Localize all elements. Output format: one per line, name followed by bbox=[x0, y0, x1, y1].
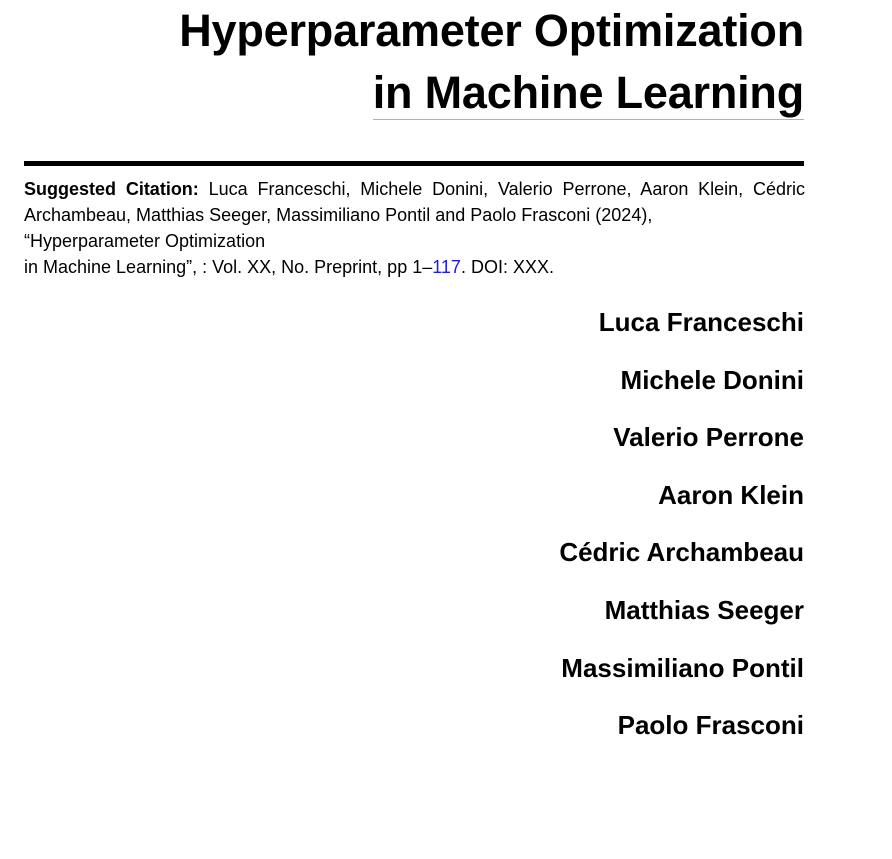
citation-label: Suggested Citation: bbox=[24, 179, 199, 199]
suggested-citation bbox=[24, 176, 805, 280]
author-name: Cédric Archambeau bbox=[559, 537, 804, 568]
title-line-2: in Machine Learning bbox=[372, 67, 804, 118]
author-name: Valerio Perrone bbox=[613, 422, 804, 453]
title-divider bbox=[24, 161, 804, 166]
author-name: Aaron Klein bbox=[658, 479, 804, 510]
citation-doi: . DOI: XXX. bbox=[460, 257, 554, 277]
author-name: Michele Donini bbox=[620, 364, 804, 395]
title-line-2-wrapper bbox=[24, 62, 804, 124]
paper-title bbox=[24, 0, 804, 124]
author-list bbox=[24, 300, 804, 761]
citation-title-line-2: in Machine Learning”, : Vol. XX, No. Preprint, pp 1– bbox=[24, 257, 433, 277]
citation-title-line-1: “Hyperparameter Optimization bbox=[24, 231, 266, 251]
author-name: Luca Franceschi bbox=[598, 307, 804, 337]
title-line-1: Hyperparameter Optimization bbox=[179, 5, 804, 56]
author-name: Paolo Frasconi bbox=[617, 710, 804, 741]
page-end-link[interactable]: 117 bbox=[432, 257, 461, 277]
citation-authors-year: Luca Franceschi, Michele Donini, Valerio Perrone, Aaron Klein, Cédric Archambeau, Matthias Seeger, Massimiliano Pontil and Paolo Frasconi (2024), bbox=[24, 179, 805, 225]
author-name: Massimiliano Pontil bbox=[561, 652, 804, 683]
author-name: Matthias Seeger bbox=[604, 594, 804, 625]
